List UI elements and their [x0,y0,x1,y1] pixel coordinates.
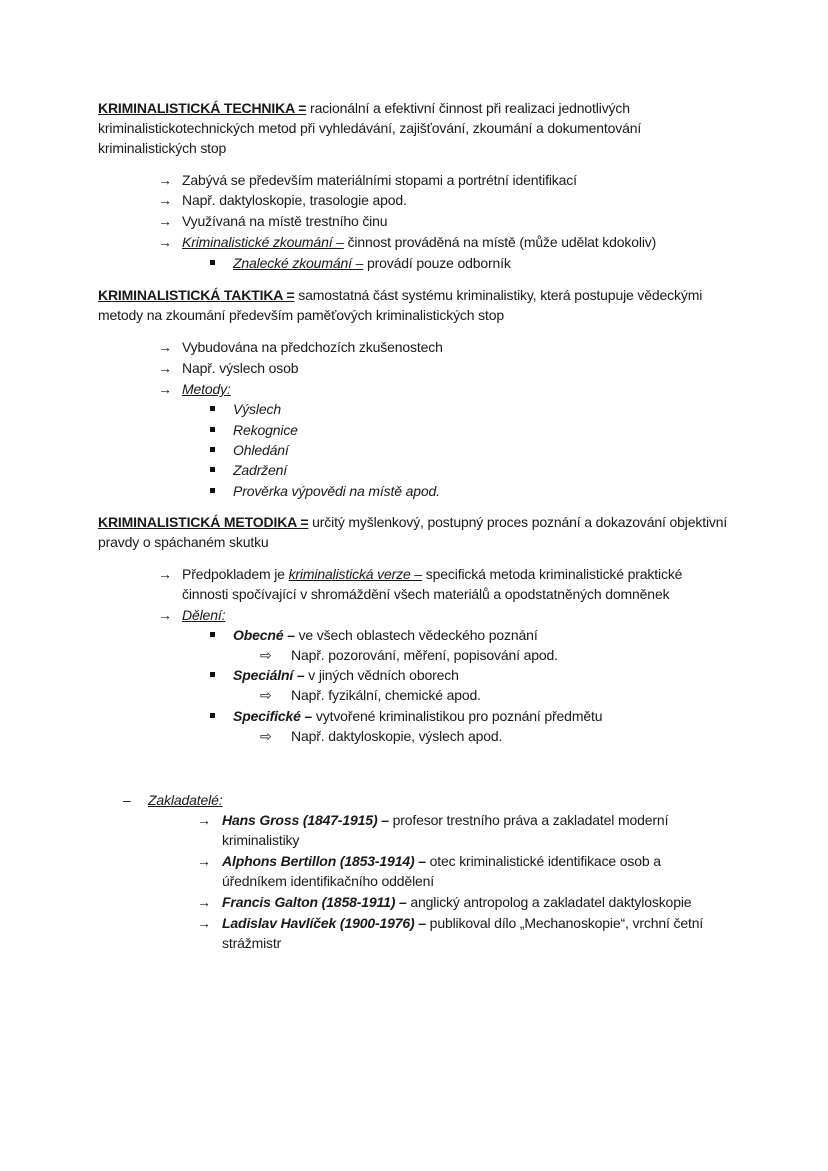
metodika-definition-line-1: KRIMINALISTICKÁ METODIKA = určitý myšlenkový, postupný proces poznání a dokazování objektivní [98,514,728,530]
list-item: Např. daktyloskopie, trasologie apod. [182,192,407,208]
technika-definition-line-2: kriminalistickotechnických metod při vyhledávání, zajišťování, zkoumání a dokumentování [98,120,642,136]
arrow-icon: → [158,381,172,397]
arrow-icon: → [158,607,172,623]
square-bullet-icon [210,447,215,452]
metoda-item: Ohledání [233,442,289,458]
list-item: Vybudována na předchozích zkušenostech [182,339,443,355]
person-item: Francis Galton (1858-1911) – anglický antropolog a zakladatel daktyloskopie [222,894,692,910]
predpoklad-line-2: činnosti spočívající v shromáždění všech materiálů a opodstatněných domněnek [182,586,670,602]
hollow-arrow-icon: ⇨ [260,687,272,703]
hollow-arrow-icon: ⇨ [260,647,272,663]
arrow-icon: → [158,339,172,355]
arrow-icon: → [197,853,211,869]
arrow-icon: → [158,172,172,188]
square-bullet-icon [210,632,215,637]
metoda-item: Výslech [233,401,281,417]
square-bullet-icon [210,427,215,432]
person-item: Alphons Bertillon (1853-1914) – otec kriminalistické identifikace osob a [222,853,661,869]
list-item: Zabývá se především materiálními stopami a portrétní identifikací [182,172,577,188]
arrow-icon: → [197,894,211,910]
technika-definition-line-1: KRIMINALISTICKÁ TECHNIKA = racionální a efektivní činnost při realizaci jednotlivých [98,100,630,116]
taktika-term: KRIMINALISTICKÁ TAKTIKA = [98,287,295,303]
square-bullet-icon [210,713,215,718]
arrow-icon: → [197,915,211,931]
metoda-item: Prověrka výpovědi na místě apod. [233,483,440,499]
person-item: Hans Gross (1847-1915) – profesor trestního práva a zakladatel moderní [222,812,669,828]
square-bullet-icon [210,488,215,493]
taktika-definition-line-2: metody na zkoumání především paměťových kriminalistických stop [98,307,505,323]
taktika-definition-line-1: KRIMINALISTICKÁ TAKTIKA = samostatná část systému kriminalistiky, která postupuje vědeckými [98,287,703,303]
list-item-zkoumani: Kriminalistické zkoumání – činnost prováděná na místě (může udělat kdokoliv) [182,234,657,250]
arrow-icon: → [158,360,172,376]
arrow-icon: → [158,566,172,582]
predpoklad-line-1: Předpokladem je kriminalistická verze – specifická metoda kriminalistické praktické [182,566,683,582]
person-item-line-2: kriminalistiky [222,832,300,848]
list-item: Např. výslech osob [182,360,299,376]
person-item: Ladislav Havlíček (1900-1976) – publikoval dílo „Mechanoskopie“, vrchní četní [222,915,704,931]
arrow-icon: → [158,234,172,250]
arrow-icon: → [197,812,211,828]
hollow-arrow-icon: ⇨ [260,728,272,744]
list-item-znalecke: Znalecké zkoumání – provádí pouze odborník [233,255,511,271]
person-item-line-2: úředníkem identifikačního oddělení [222,873,435,889]
technika-term: KRIMINALISTICKÁ TECHNIKA = [98,100,307,116]
technika-definition-line-3: kriminalistických stop [98,140,227,156]
deleni-sub-item: Např. daktyloskopie, výslech apod. [291,728,503,744]
deleni-sub-item: Např. fyzikální, chemické apod. [291,687,481,703]
metoda-item: Rekognice [233,422,298,438]
deleni-item: Speciální – v jiných vědních oborech [233,667,459,683]
person-item-line-2: strážmistr [222,935,282,951]
list-item: Využívaná na místě trestního činu [182,213,388,229]
metoda-item: Zadržení [233,462,288,478]
zakladatele-label: Zakladatelé: [148,792,223,808]
dash-icon: – [123,792,131,808]
metody-label: Metody: [182,381,231,397]
square-bullet-icon [210,406,215,411]
deleni-label: Dělení: [182,607,226,623]
square-bullet-icon [210,260,215,265]
deleni-item: Obecné – ve všech oblastech vědeckého poznání [233,627,538,643]
deleni-item: Specifické – vytvořené kriminalistikou pro poznání předmětu [233,708,603,724]
arrow-icon: → [158,192,172,208]
arrow-icon: → [158,213,172,229]
square-bullet-icon [210,672,215,677]
metodika-definition-line-2: pravdy o spáchaném skutku [98,534,269,550]
metodika-term: KRIMINALISTICKÁ METODIKA = [98,514,309,530]
deleni-sub-item: Např. pozorování, měření, popisování apod. [291,647,558,663]
square-bullet-icon [210,467,215,472]
